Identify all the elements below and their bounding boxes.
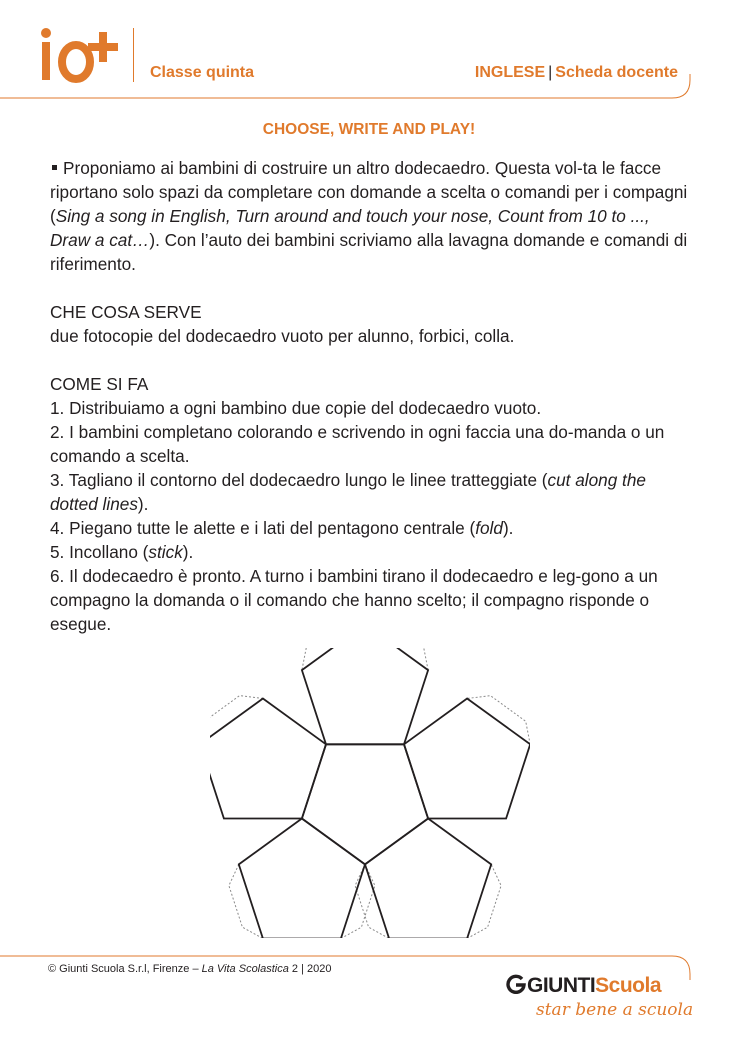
outer-pentagon bbox=[210, 699, 326, 819]
giunti-scuola-logo bbox=[506, 974, 661, 998]
brand-slogan: star bene a scuola bbox=[536, 1000, 694, 1020]
glue-flap bbox=[467, 864, 501, 938]
outer-pentagon bbox=[302, 648, 428, 744]
glue-flap bbox=[229, 864, 263, 938]
intro-paragraph: Proponiamo ai bambini di costruire un altro dodecaedro. Questa vol-ta le facce riportano solo spazi da completare con domande a scelta o comandi per i compagni (Sing a song in English, Turn around and touch your nose, Count from 10 to ..., Draw a cat…). Con l’auto dei bambini scriviamo alla lavagna domande e comandi di riferimento. bbox=[50, 158, 688, 274]
outer-pentagon bbox=[365, 819, 491, 939]
glue-flap bbox=[210, 696, 263, 745]
sheet-type-label: Scheda docente bbox=[555, 64, 678, 81]
step-6: 6. Il dodecaedro è pronto. A turno i bambini tirano il dodecaedro e leg-gono a un compagno la domanda o il comando che hanno scelto; il compagno risponde o esegue. bbox=[50, 566, 658, 634]
example-commands: Sing a song in English, Turn around and touch your nose, Count from 10 to ..., Draw a cat… bbox=[50, 206, 650, 250]
class-label: Classe quinta bbox=[150, 64, 255, 81]
header-divider: | bbox=[548, 64, 553, 81]
giunti-g-icon bbox=[506, 974, 526, 994]
glue-flap bbox=[341, 864, 375, 938]
step-4: 4. Piegano tutte le alette e i lati del pentagono centrale (fold). bbox=[50, 518, 514, 538]
subject-label: INGLESE bbox=[474, 64, 546, 81]
glue-flap bbox=[302, 648, 365, 670]
materials-heading: CHE COSA SERVE bbox=[50, 302, 202, 322]
net-shapes bbox=[210, 648, 530, 938]
page-title: CHOOSE, WRITE AND PLAY! bbox=[262, 121, 476, 138]
glue-flap bbox=[355, 864, 389, 938]
brand-name-giunti: GIUNTI bbox=[527, 974, 596, 997]
step-5: 5. Incollano (stick). bbox=[50, 542, 194, 562]
bullet-square-icon bbox=[52, 165, 57, 170]
copyright-notice: © Giunti Scuola S.r.l, Firenze – La Vita Scolastica 2 | 2020 bbox=[48, 963, 332, 975]
outer-pentagon bbox=[404, 699, 530, 819]
step-1: 1. Distribuiamo a ogni bambino due copie del dodecaedro vuoto. bbox=[50, 398, 542, 418]
outer-pentagon bbox=[239, 819, 365, 939]
glue-flap bbox=[365, 648, 428, 670]
sheet-content bbox=[50, 156, 690, 636]
materials-text: due fotocopie del dodecaedro vuoto per alunno, forbici, colla. bbox=[50, 326, 515, 346]
dodecahedron-net-diagram bbox=[210, 648, 530, 938]
step-3: 3. Tagliano il contorno del dodecaedro lungo le linee tratteggiate (cut along the dotted lines). bbox=[50, 470, 646, 514]
header-rule bbox=[0, 74, 738, 104]
step-2: 2. I bambini completano colorando e scrivendo in ogni faccia una do-manda o un comando a scelta. bbox=[50, 422, 665, 466]
steps-heading: COME SI FA bbox=[50, 374, 149, 394]
brand-name-scuola: Scuola bbox=[595, 974, 662, 997]
